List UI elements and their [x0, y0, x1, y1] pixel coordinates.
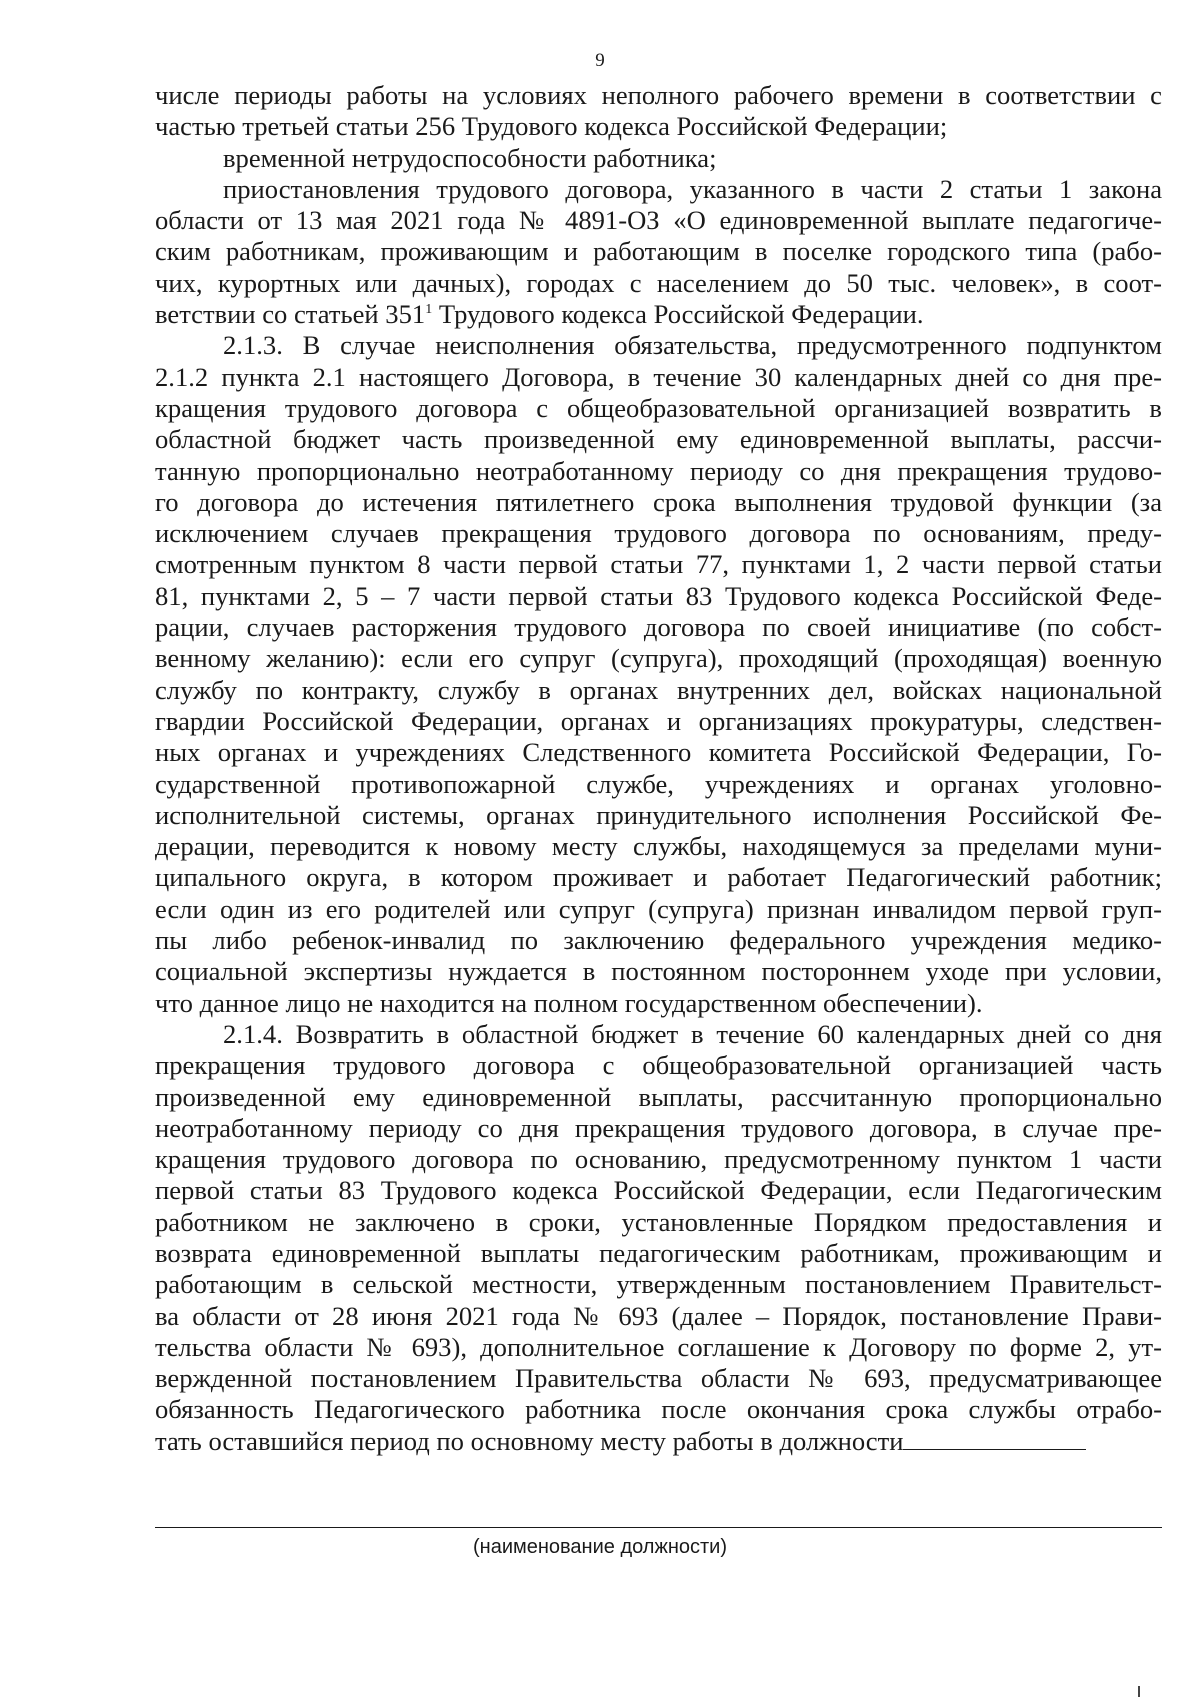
clause-2-1-3-start: 2.1.3. В случае неисполнения обязательства, предусмотренного подпунктом: [223, 330, 1162, 361]
body-line: возврата единовременной выплаты педагогическим работникам, проживающим и: [155, 1237, 1162, 1268]
body-line: вержденной постановлением Правительства области № 693, предусматривающее: [155, 1363, 1162, 1394]
body-line: сударственной противопожарной службе, учреждениях и органах уголовно-: [155, 768, 1162, 799]
body-line: обязанность Педагогического работника после окончания срока службы отрабо-: [155, 1394, 1162, 1425]
body-line: смотренным пунктом 8 части первой статьи 77, пунктами 1, 2 части первой статьи: [155, 549, 1162, 580]
body-line: гвардии Российской Федерации, органах и организациях прокуратуры, следствен-: [155, 705, 1162, 736]
body-line: приостановления трудового договора, указанного в части 2 статьи 1 закона: [223, 173, 1162, 204]
body-line-head: ветствии со статьей 351: [155, 299, 426, 330]
body-line: работником не заключено в сроки, установленные Порядком предоставления и: [155, 1206, 1162, 1237]
footnote-superscript: 1: [425, 302, 433, 318]
body-line-with-superscript: [155, 299, 1162, 330]
body-line: областной бюджет часть произведенной ему единовременной выплаты, рассчи-: [155, 424, 1162, 455]
body-line: области от 13 мая 2021 года № 4891-ОЗ «О единовременной выплате педагогиче-: [155, 205, 1162, 236]
body-line: тельства области № 693), дополнительное соглашение к Договору по форме 2, ут-: [155, 1331, 1162, 1362]
body-line: рации, случаев расторжения трудового договора по своей инициативе (по собст-: [155, 612, 1162, 643]
body-line-text: тать оставшийся период по основному месту работы в должности: [155, 1425, 904, 1456]
body-line: дерации, переводится к новому месту службы, находящемуся за пределами муни-: [155, 831, 1162, 862]
body-line: пы либо ребенок-инвалид по заключению федерального учреждения медико-: [155, 925, 1162, 956]
body-line: ципального округа, в котором проживает и работает Педагогический работник;: [155, 862, 1162, 893]
clause-2-1-4-start: 2.1.4. Возвратить в областной бюджет в течение 60 календарных дней со дня: [223, 1018, 1162, 1049]
body-line: кращения трудового договора с общеобразовательной организацией возвратить в: [155, 392, 1162, 423]
body-line: кращения трудового договора по основанию, предусмотренному пунктом 1 части: [155, 1144, 1162, 1175]
body-line: прекращения трудового договора с общеобразовательной организацией часть: [155, 1050, 1162, 1081]
position-underline: [155, 1527, 1162, 1528]
body-line: 2.1.2 пункта 2.1 настоящего Договора, в течение 30 календарных дней со дня пре-: [155, 361, 1162, 392]
body-line: исполнительной системы, органах принудительного исполнения Российской Фе-: [155, 799, 1162, 830]
body-line: ных органах и учреждениях Следственного комитета Российской Федерации, Го-: [155, 737, 1162, 768]
body-line: первой статьи 83 Трудового кодекса Российской Федерации, если Педагогическим: [155, 1175, 1162, 1206]
body-line: если один из его родителей или супруг (супруга) признан инвалидом первой груп-: [155, 893, 1162, 924]
body-line: чих, курортных или дачных), городах с населением до 50 тыс. человек», в соот-: [155, 267, 1162, 298]
scan-edge-mark: [1138, 1686, 1140, 1697]
body-line: го договора до истечения пятилетнего срока выполнения трудовой функции (за: [155, 486, 1162, 517]
body-line: частью третьей статьи 256 Трудового кодекса Российской Федерации;: [155, 111, 948, 142]
body-line-tail: Трудового кодекса Российской Федерации.: [432, 299, 924, 330]
body-line: временной нетрудоспособности работника;: [223, 142, 717, 173]
body-line: числе периоды работы на условиях неполного рабочего времени в соответствии с: [155, 80, 1162, 110]
page-number: 9: [595, 50, 605, 71]
body-line: работающим в сельской местности, утвержденным постановлением Правительст-: [155, 1269, 1162, 1300]
body-line: 81, пунктами 2, 5 – 7 части первой статьи 83 Трудового кодекса Российской Феде-: [155, 580, 1162, 611]
position-caption: (наименование должности): [472, 1536, 728, 1558]
position-blank-field: [903, 1427, 1086, 1450]
document-body: [155, 80, 1162, 1457]
body-line: танную пропорционально неотработанному периоду со дня прекращения трудово-: [155, 455, 1162, 486]
body-line: службу по контракту, службу в органах внутренних дел, войсках национальной: [155, 674, 1162, 705]
body-line: произведенной ему единовременной выплаты, рассчитанную пропорционально: [155, 1081, 1162, 1112]
body-line: социальной экспертизы нуждается в постоянном постороннем уходе при условии,: [155, 956, 1162, 987]
body-line: ва области от 28 июня 2021 года № 693 (далее – Порядок, постановление Прави-: [155, 1300, 1162, 1331]
body-line: что данное лицо не находится на полном государственном обеспечении).: [155, 987, 983, 1018]
body-line: ским работникам, проживающим и работающим в поселке городского типа (рабо-: [155, 236, 1162, 267]
body-line: венному желанию): если его супруг (супруга), проходящий (проходящая) военную: [155, 643, 1162, 674]
body-line-with-blank: [155, 1426, 1162, 1457]
body-line: исключением случаев прекращения трудового договора по основаниям, преду-: [155, 518, 1162, 549]
body-line: неотработанному периоду со дня прекращения трудового договора, в случае пре-: [155, 1112, 1162, 1143]
